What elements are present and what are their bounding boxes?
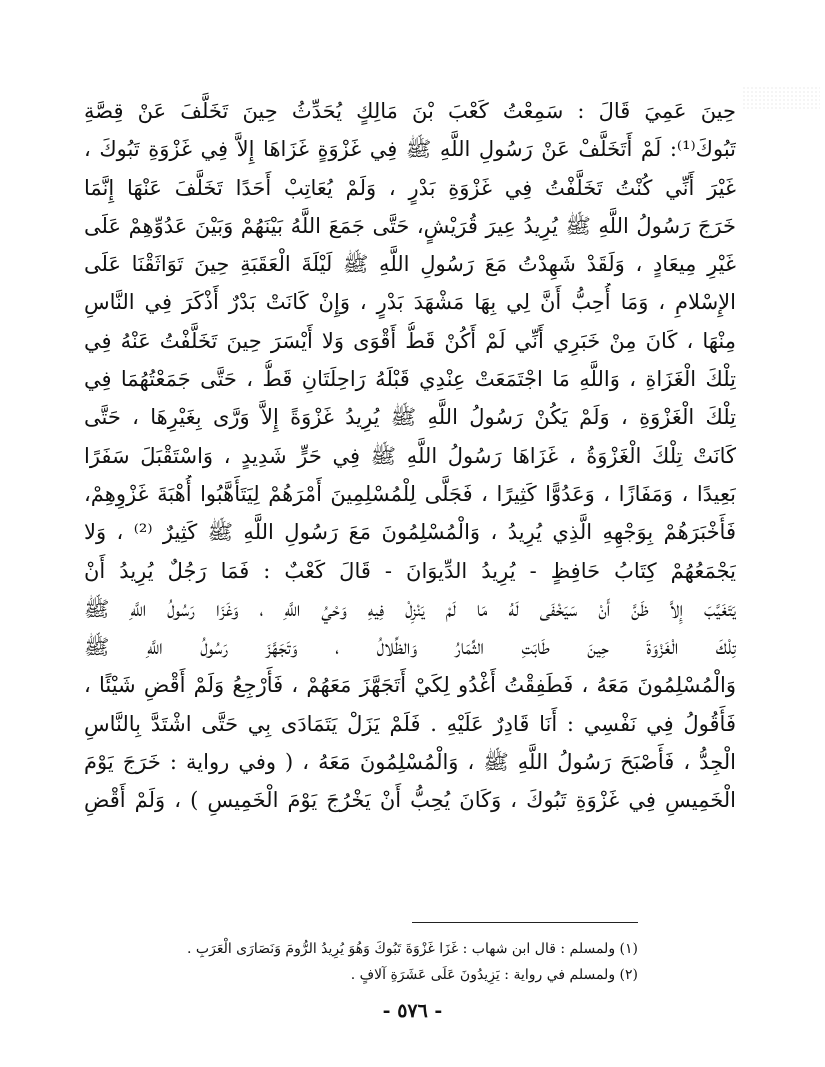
- text-line: تَبُوكَ⁽¹⁾: لَمْ أَتَخَلَّفْ عَنْ رَسُولِ اللَّهِ ﷺ فِي غَزْوَةٍ غَزَاهَا إِلاَّ فِي غَزْوَةِ تَبُوكَ ،: [84, 137, 736, 162]
- footnote-2: (٢) ولمسلم في رواية : يَزِيدُونَ عَلَى عَشَرَةِ آلافٍ .: [350, 967, 638, 983]
- footnotes: [187, 936, 638, 988]
- text-line: تِلْكَ الْغَزْوَةَ حِينَ طَابَتِ الثِّمَارُ وَالظِّلالُ ، وَتَجَهَّزَ رَسُولُ اللَّهِ ﷺ: [84, 635, 736, 660]
- text-line: تِلْكَ الْغَزْوَةِ ، وَلَمْ يَكُنْ رَسُولُ اللَّهِ ﷺ يُرِيدُ غَزْوَةً إِلاَّ وَرَّى بِغَيْرِهَا ، حَتَّى: [84, 405, 736, 430]
- page-number: - ٥٧٦ -: [382, 1000, 443, 1022]
- text-line: بَعِيدًا ، وَمَفَازًا ، وَعَدُوًّا كَثِيرًا ، فَجَلَّى لِلْمُسْلِمِينَ أَمْرَهُمْ لِيَتَأَهَّبُوا أُهْبَةَ غَزْوِهِمْ،: [84, 481, 736, 506]
- text-line: الْخَمِيسِ فِي غَزْوَةِ تَبُوكَ ، وَكَانَ يُحِبُّ أَنْ يَخْرُجَ يَوْمَ الْخَمِيسِ ) ، وَلَمْ أَقْضِ: [84, 788, 736, 813]
- text-line: وَالْمُسْلِمُونَ مَعَهُ ، فَطَفِقْتُ أَغْدُو لِكَيْ أَتَجَهَّزَ مَعَهُمْ ، فَأَرْجِعُ وَلَمْ أَقْضِ شَيْئًا ،: [84, 673, 736, 698]
- text-line: كَانَتْ تِلْكَ الْغَزْوَةُ ، غَزَاهَا رَسُولُ اللَّهِ ﷺ فِي حَرٍّ شَدِيدٍ ، وَاسْتَقْبَلَ سَفَرًا: [84, 443, 736, 468]
- text-line: الإِسْلامِ ، وَمَا أُحِبُّ أَنَّ لِي بِهَا مَشْهَدَ بَدْرٍ ، وَإِنْ كَانَتْ بَدْرٌ أَذْكَرَ فِي النَّاسِ: [84, 290, 736, 315]
- main-text: [84, 92, 736, 820]
- text-line: تِلْكَ الْغَزَاةِ ، وَاللَّهِ مَا اجْتَمَعَتْ عِنْدِي قَبْلَهُ رَاحِلَتَانِ قَطُّ ، حَتَّى جَمَعْتُهُمَا فِي: [84, 367, 736, 392]
- footnote-1: (١) ولمسلم : قال ابن شهاب : غَزَا غَزْوَةَ تَبُوكَ وَهُوَ يُرِيدُ الرُّومَ وَنَصَارَى الْعَرَبِ .: [187, 941, 638, 957]
- text-line: يَجْمَعُهُمْ كِتَابُ حَافِظٍ - يُرِيدُ الدِّيوَانَ - قَالَ كَعْبٌ : فَمَا رَجُلٌ يُرِيدُ أَنْ: [84, 558, 736, 583]
- text-line: غَيْرَ أَنِّي كُنْتُ تَخَلَّفْتُ فِي غَزْوَةِ بَدْرٍ ، وَلَمْ يُعَاتِبْ أَحَدًا تَخَلَّفَ عَنْهَا إِنَّمَا: [84, 175, 736, 200]
- text-line: يَتَغَيَّبَ إِلاَّ ظَنَّ أَنْ سَيَخْفَى لَهُ مَا لَمْ يَنْزِلْ فِيهِ وَحْيُ اللَّهِ ، وَغَزَا رَسُولُ اللَّهِ ﷺ: [84, 596, 736, 621]
- text-line: فَأَخْبَرَهُمْ بِوَجْهِهِ الَّذِي يُرِيدُ ، وَالْمُسْلِمُونَ مَعَ رَسُولِ اللَّهِ ﷺ كَثِيرٌ ⁽²⁾ ، وَلا: [84, 520, 736, 545]
- text-line: حِينَ عَمِيَ قَالَ : سَمِعْتُ كَعْبَ بْنَ مَالِكٍ يُحَدِّثُ حِينَ تَخَلَّفَ عَنْ قِصَّةِ: [84, 99, 736, 123]
- text-line: خَرَجَ رَسُولُ اللَّهِ ﷺ يُرِيدُ عِيرَ قُرَيْشٍ، حَتَّى جَمَعَ اللَّهُ بَيْنَهُمْ وَبَيْنَ عَدُوِّهِمْ عَلَى: [84, 213, 736, 238]
- text-line: مِنْهَا ، كَانَ مِنْ خَبَرِي أَنِّي لَمْ أَكُنْ قَطُّ أَقْوَى وَلا أَيْسَرَ حِينَ تَخَلَّفْتُ عَنْهُ فِي: [84, 328, 736, 353]
- text-line: فَأَقُولُ فِي نَفْسِي : أَنَا قَادِرٌ عَلَيْهِ . فَلَمْ يَزَلْ يَتَمَادَى بِي حَتَّى اشْتَدَّ بِالنَّاسِ: [84, 711, 736, 736]
- text-line: الْجِدُّ ، فَأَصْبَحَ رَسُولُ اللَّهِ ﷺ ، وَالْمُسْلِمُونَ مَعَهُ ، ( وفي رواية : خَرَجَ يَوْمَ: [84, 750, 736, 775]
- scan-noise-mark: [742, 86, 820, 110]
- text-line: غَيْرِ مِيعَادٍ ، وَلَقَدْ شَهِدْتُ مَعَ رَسُولِ اللَّهِ ﷺ لَيْلَةَ الْعَقَبَةِ حِينَ تَوَاثَقْنَا عَلَى: [84, 252, 736, 277]
- footnote-divider: [412, 922, 638, 923]
